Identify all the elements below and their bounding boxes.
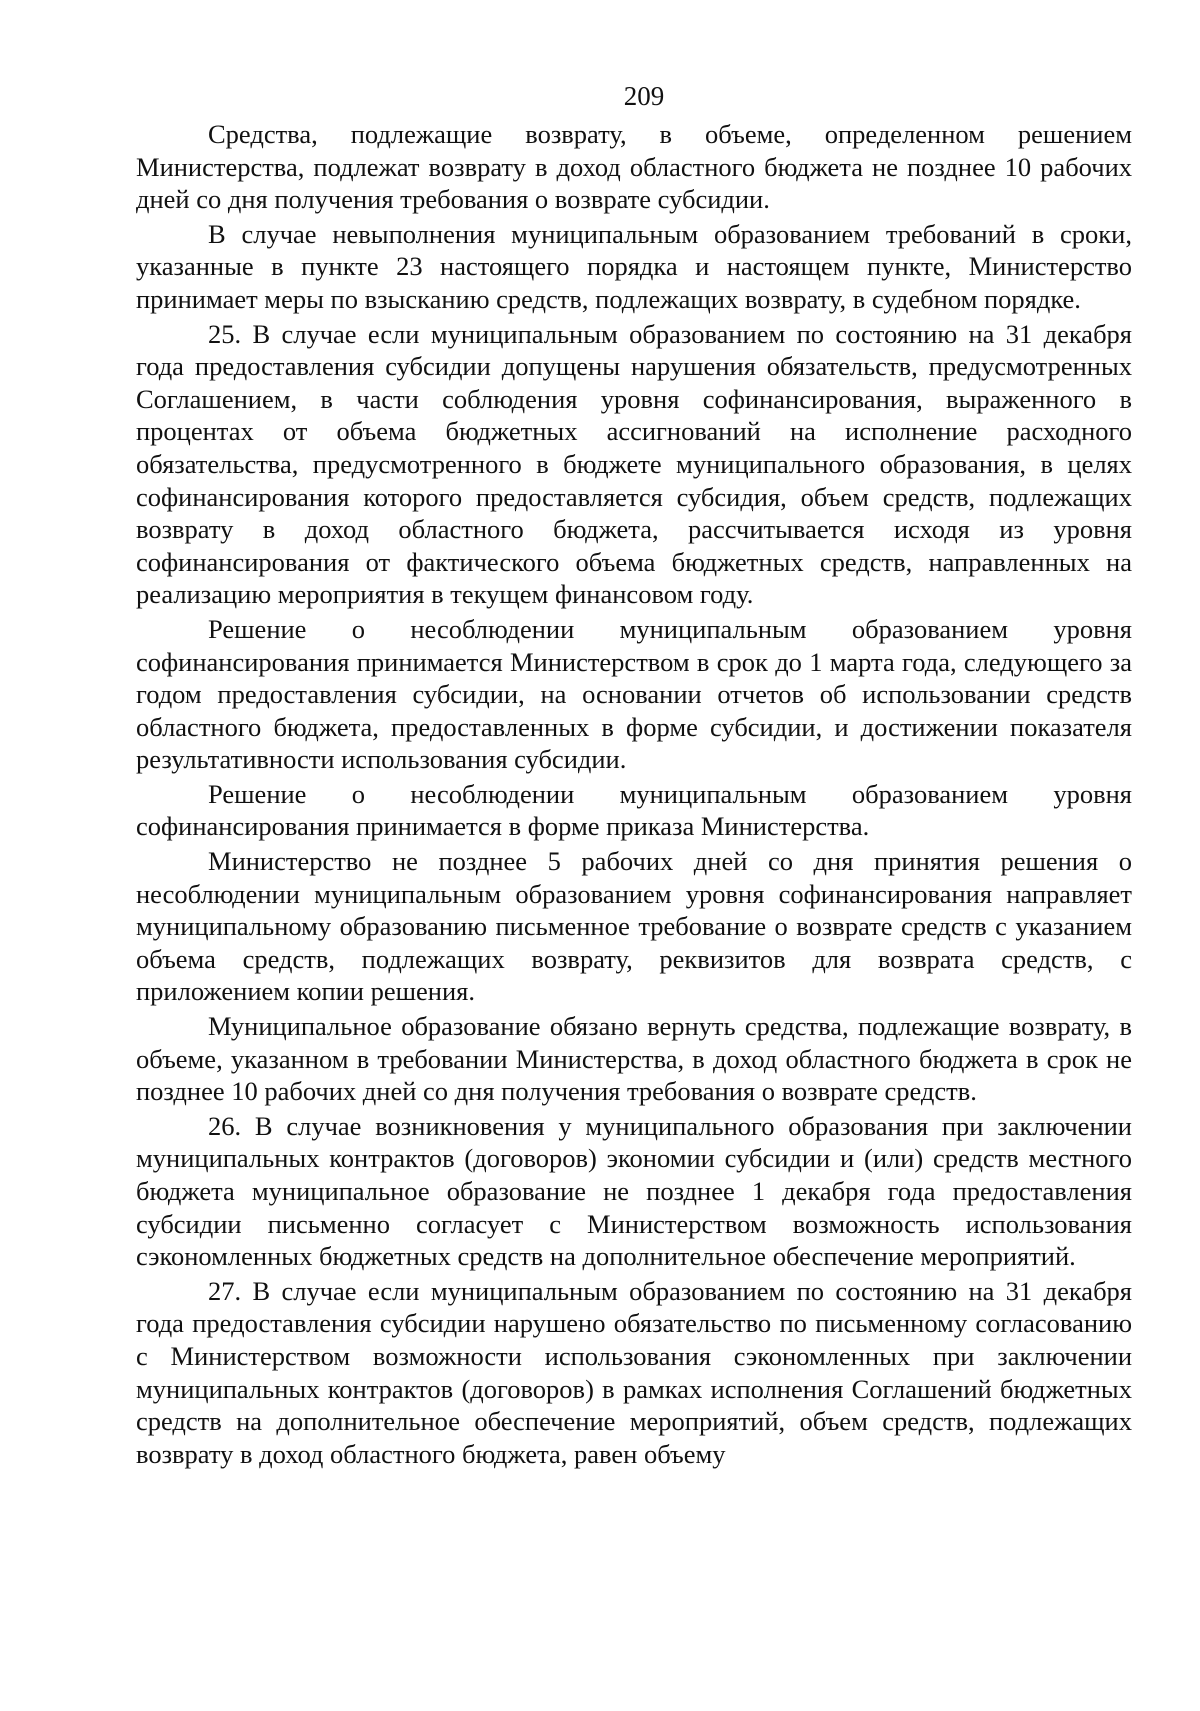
page-number: 209 (623, 81, 665, 111)
paragraph-non-fulfillment: В случае невыполнения муниципальным образованием требований в сроки, указанные в пункте 23 настоящего порядка и настоящем пункте, Министерство принимает меры по взысканию средств, подлежащих возврату, в судебном порядке. (136, 218, 1132, 314)
paragraph-decision-deadline: Решение о несоблюдении муниципальным образованием уровня софинансирования принимается Министерством в срок до 1 марта года, следующего за годом предоставления субсидии, на основании отчетов об использовании средств областного бюджета, предоставленных в форме субсидии, и достижении показателя результативности использования субсидии. (136, 613, 1132, 775)
paragraph-decision-form: Решение о несоблюдении муниципальным образованием уровня софинансирования принимается в форме приказа Министерства. (136, 778, 1132, 842)
paragraph-item-27: 27. В случае если муниципальным образованием по состоянию на 31 декабря года предоставления субсидии нарушено обязательство по письменному согласованию с Министерством возможности использования сэкономленных при заключении муниципальных контрактов (договоров) в рамках исполнения Соглашений бюджетных средств на дополнительное обеспечение мероприятий, объем средств, подлежащих возврату в доход областного бюджета, равен объему (136, 1275, 1132, 1469)
paragraph-item-26: 26. В случае возникновения у муниципального образования при заключении муниципальных контрактов (договоров) экономии субсидии и (или) средств местного бюджета муниципальное образование не позднее 1 декабря года предоставления субсидии письменно согласует с Министерством возможность использования сэкономленных бюджетных средств на дополнительное обеспечение мероприятий. (136, 1110, 1132, 1272)
paragraph-item-25: 25. В случае если муниципальным образованием по состоянию на 31 декабря года предоставления субсидии допущены нарушения обязательств, предусмотренных Соглашением, в части соблюдения уровня софинансирования, выраженного в процентах от объема бюджетных ассигнований на исполнение расходного обязательства, предусмотренного в бюджете муниципального образования, в целях софинансирования которого предоставляется субсидия, объем средств, подлежащих возврату в доход областного бюджета, рассчитывается исходя из уровня софинансирования от фактического объема бюджетных средств, направленных на реализацию мероприятия в текущем финансовом году. (136, 318, 1132, 610)
paragraph-return-funds: Средства, подлежащие возврату, в объеме, определенном решением Министерства, подлежат возврату в доход областного бюджета не позднее 10 рабочих дней со дня получения требования о возврате субсидии. (136, 119, 1132, 215)
document-page (136, 78, 1132, 1472)
paragraph-ministry-requirement: Министерство не позднее 5 рабочих дней со дня принятия решения о несоблюдении муниципальным образованием уровня софинансирования направляет муниципальному образованию письменное требование о возврате средств с указанием объема средств, подлежащих возврату, реквизитов для возврата средств, с приложением копии решения. (136, 846, 1132, 1007)
paragraph-municipality-obligation: Муниципальное образование обязано вернуть средства, подлежащие возврату, в объеме, указанном в требовании Министерства, в доход областного бюджета в срок не позднее 10 рабочих дней со дня получения требования о возврате средств. (136, 1011, 1132, 1107)
